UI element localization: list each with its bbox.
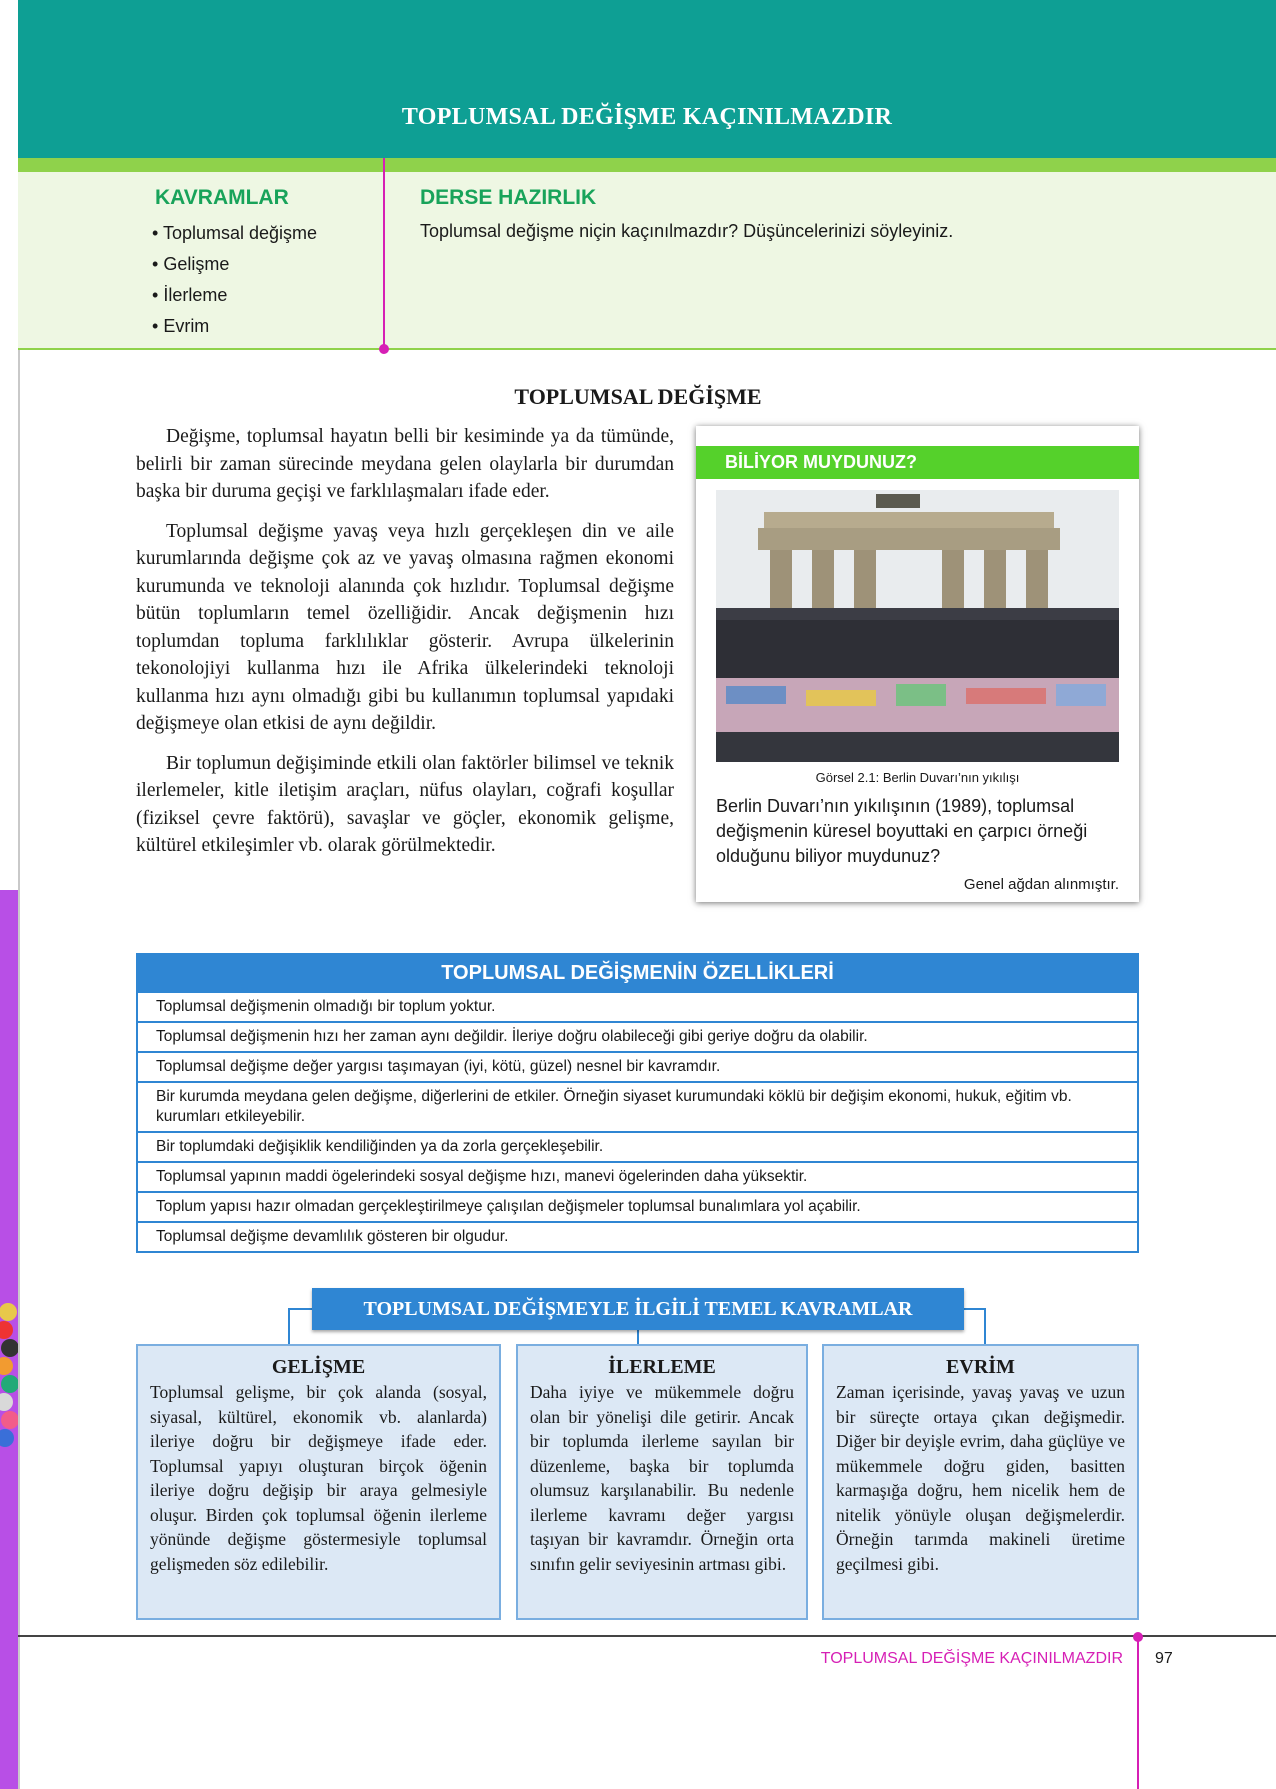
- connector-line: [637, 1330, 639, 1344]
- feature-row: Bir toplumdaki değişiklik kendiliğinden ya da zorla gerçekleşebilir.: [138, 1131, 1137, 1161]
- concept-box-text: Zaman içerisinde, yavaş yavaş ve uzun bir süreçte ortaya çıkan değişmedir. Diğer bir deyişle evrim, daha güçlüye ve mükemmele doğru giden, basitten karmaşığa doğru, hem nicelik hem de nitelik yönüyle oluşan değişmelerdir. Örneğin tarımda makineli üretime geçilmesi gibi.: [836, 1382, 1125, 1574]
- feature-row: Toplumsal değişmenin olmadığı bir toplum yoktur.: [138, 991, 1137, 1021]
- prep-title: DERSE HAZIRLIK: [420, 186, 597, 209]
- concepts-divider: [383, 158, 385, 348]
- concepts-title: KAVRAMLAR: [155, 186, 289, 209]
- feature-row: Bir kurumda meydana gelen değişme, diğerlerini de etkiler. Örneğin siyaset kurumundaki köklü bir değişim ekonomi, hukuk, eğitim vb. kurumları etkileyebilir.: [138, 1081, 1137, 1131]
- footer-divider: [1137, 1640, 1139, 1789]
- concept-box-title: İLERLEME: [608, 1356, 716, 1378]
- header-band: [18, 0, 1276, 158]
- concept-item: • Gelişme: [152, 249, 317, 280]
- page-number: 97: [1155, 1650, 1173, 1667]
- did-you-know-title: BİLİYOR MUYDUNUZ?: [696, 446, 1139, 479]
- page-title: TOPLUMSAL DEĞİŞME KAÇINILMAZDIR: [401, 104, 893, 130]
- basic-concepts-title: TOPLUMSAL DEĞİŞMEYLE İLGİLİ TEMEL KAVRAMLAR: [312, 1288, 964, 1330]
- divider-dot: [379, 344, 389, 354]
- concepts-list: [152, 218, 317, 342]
- header-green-strip: [18, 158, 1276, 172]
- left-color-dots: [0, 1300, 18, 1450]
- concept-box-text: Daha iyiye ve mükemmele doğru olan bir yönelişi dile getirir. Ancak bir toplumda ilerleme sayılan bir düzenleme, başka bir toplumda olumsuz karşılanabilir. Bu nedenle ilerleme kavramı değer yargısı taşıyan bir kavramdır. Örneğin orta sınıfın gelir seviyesinin artması gibi.: [530, 1382, 794, 1574]
- body-paragraph: Bir toplumun değişiminde etkili olan faktörler bilimsel ve teknik ilerlemeler, kitle iletişim araçları, nüfus olayları, coğrafi koşullar (fiziksel çevre faktörü), savaşlar ve göçler, ekonomik gelişme, kültürel etkileşimler vb. olarak görülmektedir.: [136, 752, 674, 856]
- concept-box-gelisme: [136, 1344, 501, 1620]
- connector-line: [964, 1308, 986, 1310]
- concept-box-text: Toplumsal gelişme, bir çok alanda (sosyal, siyasal, kültürel, ekonomik vb. alanlarda) ileriye doğru bir değişmeye ifade eder. Toplumsal yapıyı oluşturan birçok öğenin ileriye doğru değişip bir araya gelmesiyle oluşur. Birden çok toplumsal öğenin ilerleme yönünde değişme göstermesiyle toplumsal gelişmeden söz edilebilir.: [150, 1382, 487, 1574]
- features-title: TOPLUMSAL DEĞİŞMENİN ÖZELLİKLERİ: [138, 955, 1137, 991]
- feature-row: Toplumsal değişme değer yargısı taşımayan (iyi, kötü, güzel) nesnel bir kavramdır.: [138, 1051, 1137, 1081]
- concept-box-title: GELİŞME: [271, 1356, 366, 1378]
- feature-row: Toplum yapısı hazır olmadan gerçekleştirilmeye çalışılan değişmeler toplumsal bunalımlara yol açabilir.: [138, 1191, 1137, 1221]
- connector-line: [984, 1308, 986, 1344]
- footer-title: TOPLUMSAL DEĞİŞME KAÇINILMAZDIR: [820, 1650, 1123, 1667]
- concept-item: • Toplumsal değişme: [152, 218, 317, 249]
- concept-box-ilerleme: [516, 1344, 808, 1620]
- concept-item: • Evrim: [152, 311, 317, 342]
- concept-box-evrim: [822, 1344, 1139, 1620]
- connector-line: [288, 1308, 312, 1310]
- feature-row: Toplumsal değişmenin hızı her zaman aynı değildir. İleriye doğru olabileceği gibi geriye doğru da olabilir.: [138, 1021, 1137, 1051]
- body-paragraph: Değişme, toplumsal hayatın belli bir kesiminde ya da tümünde, belirli bir zaman sürecinde meydana gelen olaylarla bir durumdan başka bir duruma geçişi ve farklılaşmaları ifade eder.: [136, 426, 674, 502]
- concept-item: • İlerleme: [152, 280, 317, 311]
- footer-dot: [1133, 1632, 1143, 1642]
- did-you-know-text: Berlin Duvarı’nın yıkılışının (1989), toplumsal değişmenin küresel boyuttaki en çarpıcı örneği olduğunu biliyor muydunuz?: [716, 796, 1088, 866]
- photo-caption: Görsel 2.1: Berlin Duvarı’nın yıkılışı: [815, 770, 1020, 785]
- berlin-wall-photo: [716, 490, 1119, 762]
- section-title: TOPLUMSAL DEĞİŞME: [514, 384, 762, 409]
- body-text: [136, 423, 674, 872]
- concept-box-title: EVRİM: [946, 1356, 1015, 1378]
- prep-text: Toplumsal değişme niçin kaçınılmazdır? Düşüncelerinizi söyleyiniz.: [420, 221, 954, 241]
- feature-row: Toplumsal değişme devamlılık gösteren bir olgudur.: [138, 1221, 1137, 1251]
- did-you-know-box: [696, 426, 1139, 902]
- connector-line: [288, 1308, 290, 1344]
- feature-row: Toplumsal yapının maddi ögelerindeki sosyal değişme hızı, manevi ögelerinden daha yüksektir.: [138, 1161, 1137, 1191]
- source-note: Genel ağdan alınmıştır.: [963, 876, 1119, 893]
- footer-rule: [18, 1635, 1276, 1637]
- features-table: [136, 953, 1139, 1253]
- body-paragraph: Toplumsal değişme yavaş veya hızlı gerçekleşen din ve aile kurumlarında değişme çok az ve yavaş olmasına rağmen ekonomi kurumunda ve teknoloji alanında çok hızlıdır. Toplumsal değişme bütün toplumların temel özelliğidir. Ancak değişmenin hızı toplumdan topluma farklılıklar gösterir. Avrupa ülkelerinin tekonolojiyi kullanma hızı ile Afrika ülkelerindeki teknoloji kullanma hızı aynı olmadığı gibi bu kullanımın toplumsal yapıdaki değişmeye olan etkisi de aynı değildir.: [136, 520, 674, 734]
